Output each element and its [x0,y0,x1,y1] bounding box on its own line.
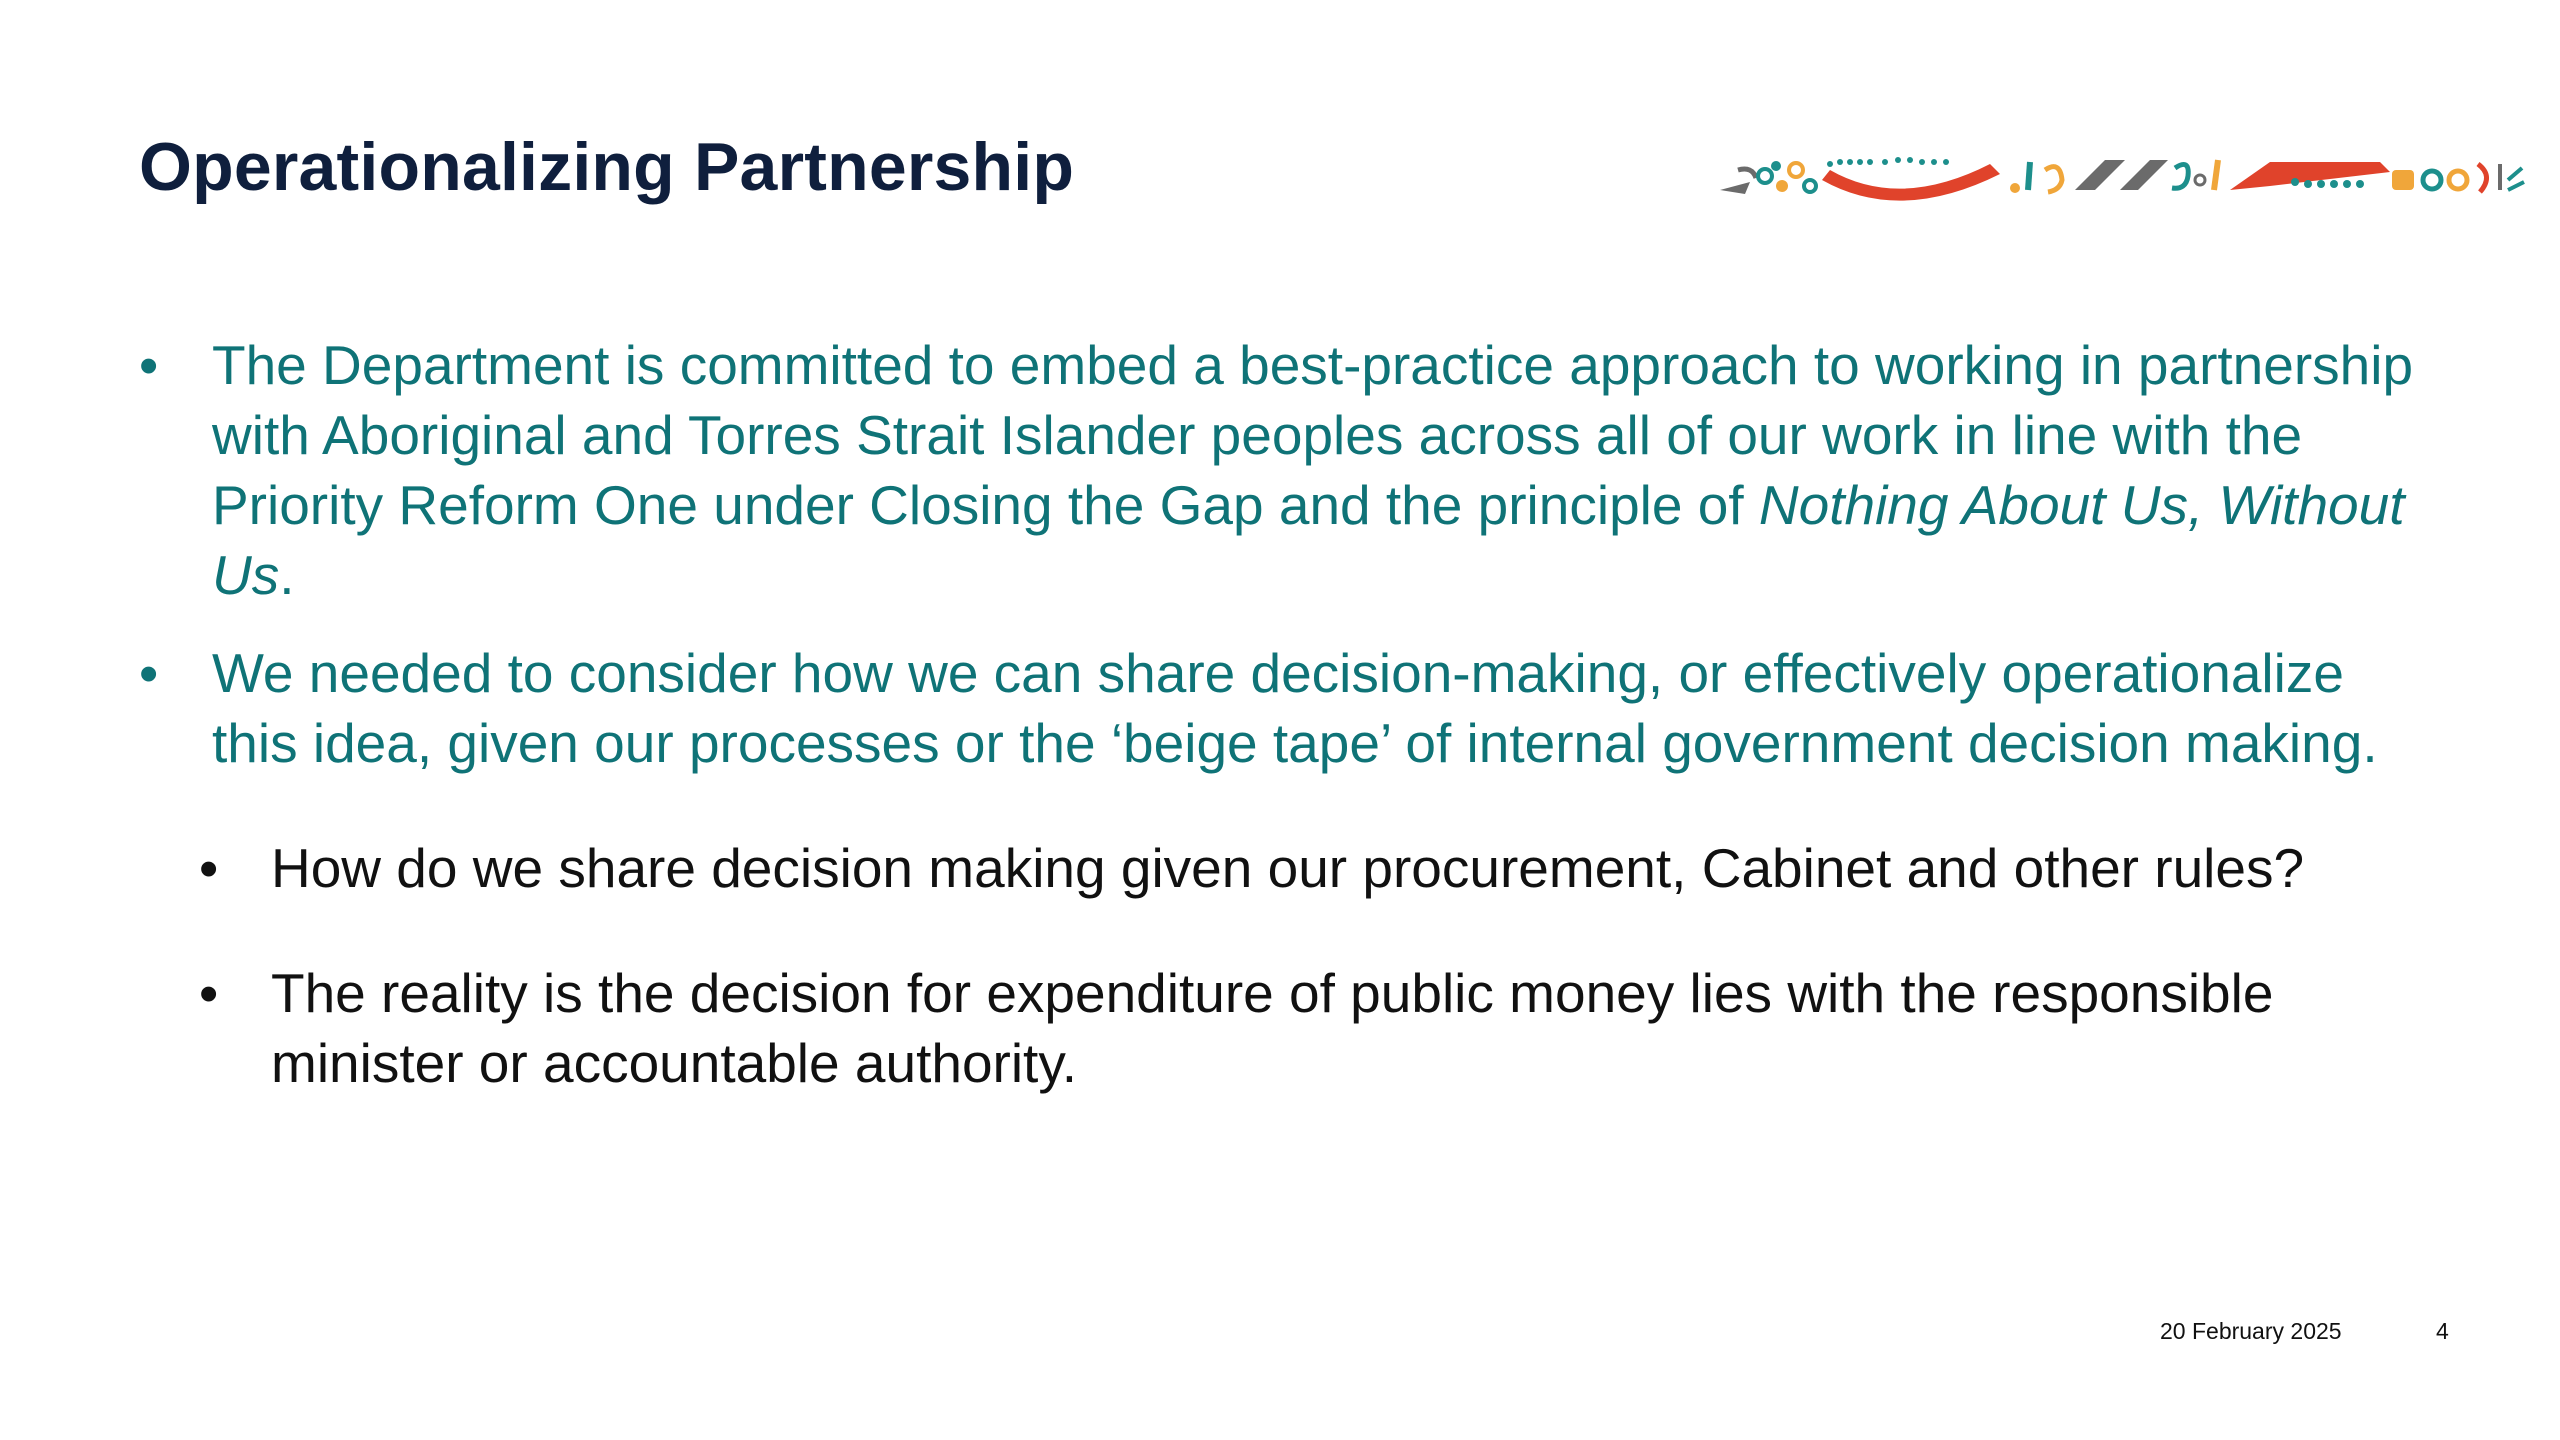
sub-bullet-text: How do we share decision making given our procurement, Cabinet and other rules? [271,837,2305,899]
bullet-marker: • [139,642,159,704]
bullet-marker: • [199,837,219,899]
bullet-tail: . [279,544,295,606]
sub-bullet-text: The reality is the decision for expenditure of public money lies with the responsible minister or accountable authority. [271,962,2274,1094]
bullet-italic-text: Nothing About Us, Without Us [212,474,2405,606]
bullet-marker: • [199,962,219,1024]
footer-page-number: 4 [2436,1318,2449,1344]
bullet-text: The Department is committed to embed a best-practice approach to working in partnership with Aboriginal and Torres Strait Islander peoples across all of our work in line with the Priority Reform One under Closing the Gap and the principle of [212,334,2414,536]
bullet-text: We needed to consider how we can share decision-making, or effectively operationalize this idea, given our processes or the ‘beige tape’ of internal government decision making. [212,642,2378,774]
footer-date: 20 February 2025 [2160,1318,2342,1344]
sub-bullet-reality [199,958,2439,1098]
sub-bullet-procurement [199,833,2439,903]
bullet-commitment [139,330,2439,610]
bullet-marker: • [139,334,159,396]
bullet-share-decision [139,638,2439,778]
slide-body [139,330,2439,1124]
slide-title: Operationalizing Partnership [139,129,1075,205]
indigenous-pattern-banner [1710,140,2530,220]
